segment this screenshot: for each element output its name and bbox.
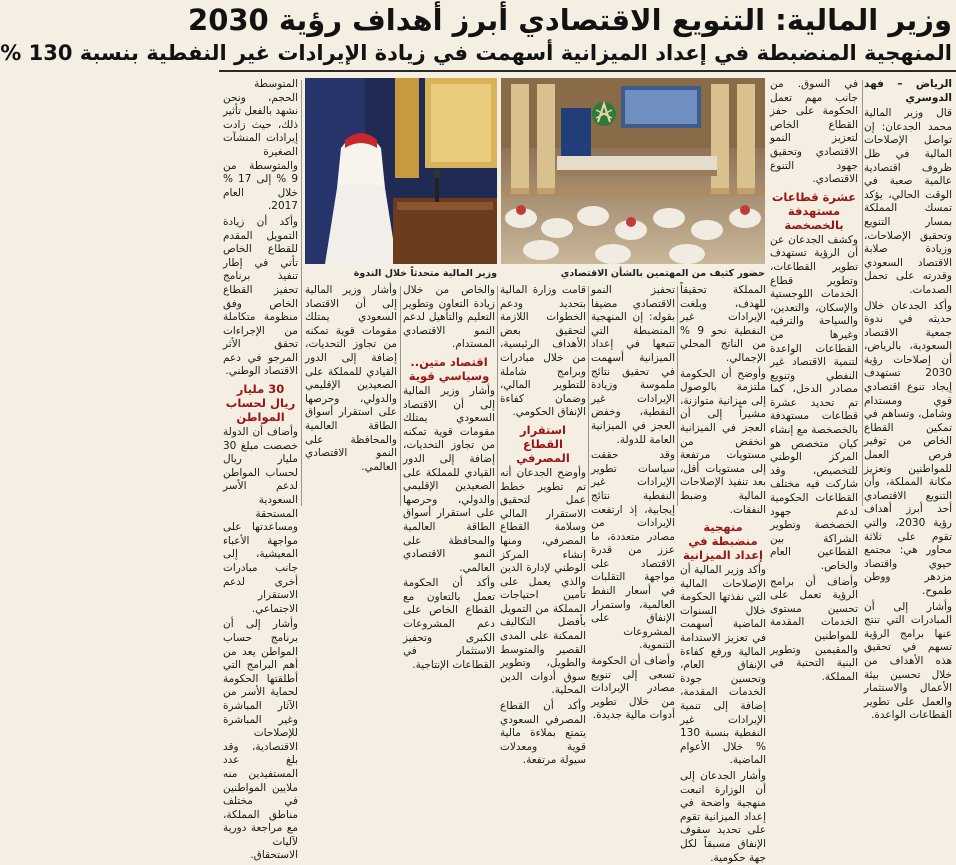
paragraph: وأضاف أن الحكومة تسعى إلى تنويع مصادر الإيرادات من خلال تطوير أدوات مالية جديدة. <box>591 655 675 722</box>
conference-hall-photo <box>501 78 765 264</box>
article-column-5 <box>500 284 586 767</box>
section-heading: استقرار القطاع المصرفي <box>516 422 570 465</box>
paragraph: وأشار إلى أن المبادرات التي تنتج عنها برامج الرؤية تسهم في تحقيق هذه الأهداف من خلال تحسين بيئة الأعمال والاستثمار والعمل على تطوير القطاعات الواعدة. <box>864 600 952 722</box>
paragraph: المملكة تحقيقاً للهدف، وبلغت الإيرادات غير النفطية نحو 9 % من الناتج المحلي الإجمالي. <box>680 284 766 364</box>
column-divider <box>677 286 678 506</box>
headline-rule <box>219 70 956 72</box>
paragraph: وأشار الجدعان إلى أن الوزارة اتبعت منهجية واضحة في إعداد الميزانية تقوم على تحديد سقوف الإنفاق مسبقاً لكل جهة حكومية. <box>680 770 766 864</box>
paragraph: وأوضح الجدعان أنه تم تطوير خطط عمل لتحقيق الاستقرار المالي وسلامة القطاع المصرفي، ومنها إنشاء المركز الوطني لإدارة الدين والذي يعمل على تأمين احتياجات المملكة من التمويل بأفضل التكاليف الممكنة على المدى القصير والمتوسط والطويل، وتطوير سوق أدوات الدين المحلية. <box>500 466 586 697</box>
paragraph: المتوسطة الحجم، ونحن نشهد بالفعل تأثير ذلك، حيث زادت إيرادات المنشآت الصغيرة والمتوسطة من 9 % إلى 17 % خلال العام 2017. <box>223 78 298 213</box>
paragraph: قامت وزارة المالية بتحديد ودعم الخطوات اللازمة لتحقيق بعض الأهداف الرئيسية، من خلال مبادرات وبرامج شاملة للتطوير المالي، وضمان كفاءة الإنفاق الحكومي. <box>500 284 586 419</box>
column-divider <box>400 286 401 506</box>
paragraph: في السوق. من جانب مهم تعمل الحكومة على حفز القطاع الخاص لتعزيز النمو الاقتصادي وتحقيق جهود التنوع الاقتصادي. <box>770 78 858 186</box>
section-heading: منهجية منضبطة في إعداد الميزانية <box>682 520 764 563</box>
paragraph: وأضاف أن برامج الرؤية تعمل على تحسين مستوى الخدمات المقدمة للمواطنين والمقيمين وتطوير البنية التحتية في المملكة. <box>770 575 858 683</box>
paragraph: وأكد أن القطاع المصرفي السعودي يتمتع بملاءة مالية قوية ومعدلات سيولة مرتفعة. <box>500 700 586 767</box>
paragraph: وأوضح أن الحكومة ملتزمة بالوصول إلى ميزانية متوازنة، مشيراً إلى أن العجز في الميزانية انخفض من مستويات مرتفعة إلى مستويات أقل، بعد تنفيذ الإصلاحات المالية وضبط النفقات. <box>680 367 766 516</box>
headline: وزير المالية: التنويع الاقتصادي أبرز أهداف رؤية 2030 <box>188 3 952 37</box>
paragraph: والخاص من خلال زيادة التعاون وتطوير التعليم والتأهيل لدعم النمو الاقتصادي المستدام. <box>403 284 495 351</box>
paragraph: قال وزير المالية محمد الجدعان: إن تواصل الإصلاحات المالية في ظل ظروف اقتصادية عالمية صعبة في الوقت الحالي، يؤكد تمسك المملكة بمسار التنويع وتحقيق الإصلاحات، وزيادة صلابة الاقتصاد السعودي وقدرته على تحمل الصدمات. <box>864 107 952 296</box>
dateline: الرياض – فهد الدوسري <box>864 78 952 104</box>
photo-caption: حضور كثيف من المهتمين بالشأن الاقتصادي <box>560 268 765 279</box>
article-column-7 <box>223 78 298 862</box>
photo-caption: وزير المالية متحدثاً خلال الندوة <box>353 268 497 279</box>
section-heading: عشرة قطاعات مستهدفة بالخصخصة <box>771 189 857 232</box>
article-column-2 <box>770 78 858 683</box>
column-divider <box>301 80 302 506</box>
paragraph: وكشف الجدعان عن أن الرؤية تستهدف تطوير القطاعات، وتطوير قطاع الخدمات اللوجستية والإسكان، والتعدين، والسياحة والترفيه وغيرها من القطاعات الواعدة لتنمية الاقتصاد غير النفطي وتنويع مصادر الدخل، كما تم تحديد عشرة قطاعات مستهدفة بالخصخصة مع إنشاء كيان متخصص هو المركز الوطني للتخصيص، وقد شاركت فيه مختلف القطاعات الحكومية لدعم جهود الخصخصة وتطوير الشراكة بين القطاعين العام والخاص. <box>770 233 858 572</box>
article-column-6b <box>305 284 397 508</box>
article-column-6 <box>403 284 495 671</box>
subheadline: المنهجية المنضبطة في إعداد الميزانية أسهمت في زيادة الإيرادات غير النفطية بنسبة 130 % <box>0 41 952 65</box>
paragraph: وأشار إلى أن برنامج حساب المواطن يعد من أهم البرامج التي أطلقتها الحكومة لحماية الأسر من الآثار المباشرة وغير المباشرة للإصلاحات الاقتصادية، وقد بلغ عدد المستفيدين منه ملايين المواطنين في مختلف مناطق المملكة، مع مراجعة دورية لآليات الاستحقاق. <box>223 618 298 862</box>
column-divider <box>497 286 498 506</box>
saudi-emblem-icon <box>592 102 616 126</box>
paragraph: وأكد أن الحكومة تعمل بالتعاون مع القطاع الخاص على دعم المشروعات الكبرى وتحفيز الاستثمار في القطاعات الإنتاجية. <box>403 577 495 671</box>
article-column-4 <box>591 284 675 722</box>
paragraph: وأكد أن زيادة التمويل المقدم للقطاع الخاص تأتي في إطار تنفيذ برنامج تحفيز القطاع الخاص وفق منظومة متكاملة من الإجراءات تحقق الأثر المرجو في دعم الاقتصاد الوطني. <box>223 215 298 378</box>
paragraph: وقد حققت سياسات تطوير الإيرادات غير النفطية نتائج إيجابية، إذ ارتفعت الإيرادات من مصادر متعددة، ما عزز من قدرة الاقتصاد على مواجهة التقلبات في أسعار النفط العالمية، واستمرار الإنفاق على المشروعات التنموية. <box>591 449 675 652</box>
column-divider <box>588 286 589 506</box>
paragraph: وأشار وزير المالية إلى أن الاقتصاد السعودي يمتلك مقومات قوية تمكنه من تجاوز التحديات، إضافة إلى الدور القيادي للمملكة على الصعيدين الإقليمي والدولي، وحرصها على استقرار أسواق الطاقة العالمية والمحافظة على النمو الاقتصادي العالمي. <box>403 384 495 574</box>
speaker-photo <box>305 78 497 264</box>
article-column-3 <box>680 284 766 864</box>
paragraph: وأشار وزير المالية إلى أن الاقتصاد السعودي يمتلك مقومات قوية تمكنه من تجاوز التحديات، إضافة إلى الدور القيادي للمملكة على الصعيدين الإقليمي والدولي، وحرصها على استقرار أسواق الطاقة العالمية والمحافظة على النمو الاقتصادي العالمي. <box>305 284 397 473</box>
section-heading: اقتصاد متين.. وسياسي قوية <box>408 354 490 383</box>
article-column-1 <box>864 78 952 722</box>
paragraph: وأكد وزير المالية أن الإصلاحات المالية التي نفذتها الحكومة خلال السنوات الماضية أسهمت في تعزيز الاستدامة المالية ورفع كفاءة الإنفاق العام، وتحسين جودة الخدمات المقدمة، إضافة إلى تنمية الإيرادات غير النفطية بنسبة 130 % خلال الأعوام الماضية. <box>680 564 766 767</box>
paragraph: تحفيز النمو الاقتصادي مضيفا بقوله: إن المنهجية المنضبطة التي تتبعها في إعداد الميزانية أسهمت في تحقيق نتائج ملموسة وزيادة الإيرادات غير النفطية، وخفض العجز في الميزانية العامة للدولة. <box>591 284 675 446</box>
section-heading: 30 مليار ريال لحساب المواطن <box>225 382 296 425</box>
column-divider <box>862 80 863 506</box>
paragraph: وأضاف أن الدولة خصصت مبلغ 30 مليار ريال لحساب المواطن لدعم الأسر السعودية المستحقة ومساعدتها على مواجهة الأعباء المعيشية، إلى جانب مبادرات أخرى لدعم الاستقرار الاجتماعي. <box>223 426 298 615</box>
paragraph: وأكد الجدعان خلال حديثه في ندوة جمعية الاقتصاد السعودية، بالرياض، أن إصلاحات رؤية 2030 تستهدف إيجاد تنوع اقتصادي قوي ومستدام وشامل، وتساهم في تمكين القطاع الخاص من توفير فرص العمل للمواطنين وتعزيز مكانة المملكة، وأن التنويع الاقتصادي أحد أبرز أهداف رؤية 2030، والتي تقوم على ثلاثة محاور هي: مجتمع حيوي واقتصاد مزدهر ووطن طموح. <box>864 299 952 597</box>
